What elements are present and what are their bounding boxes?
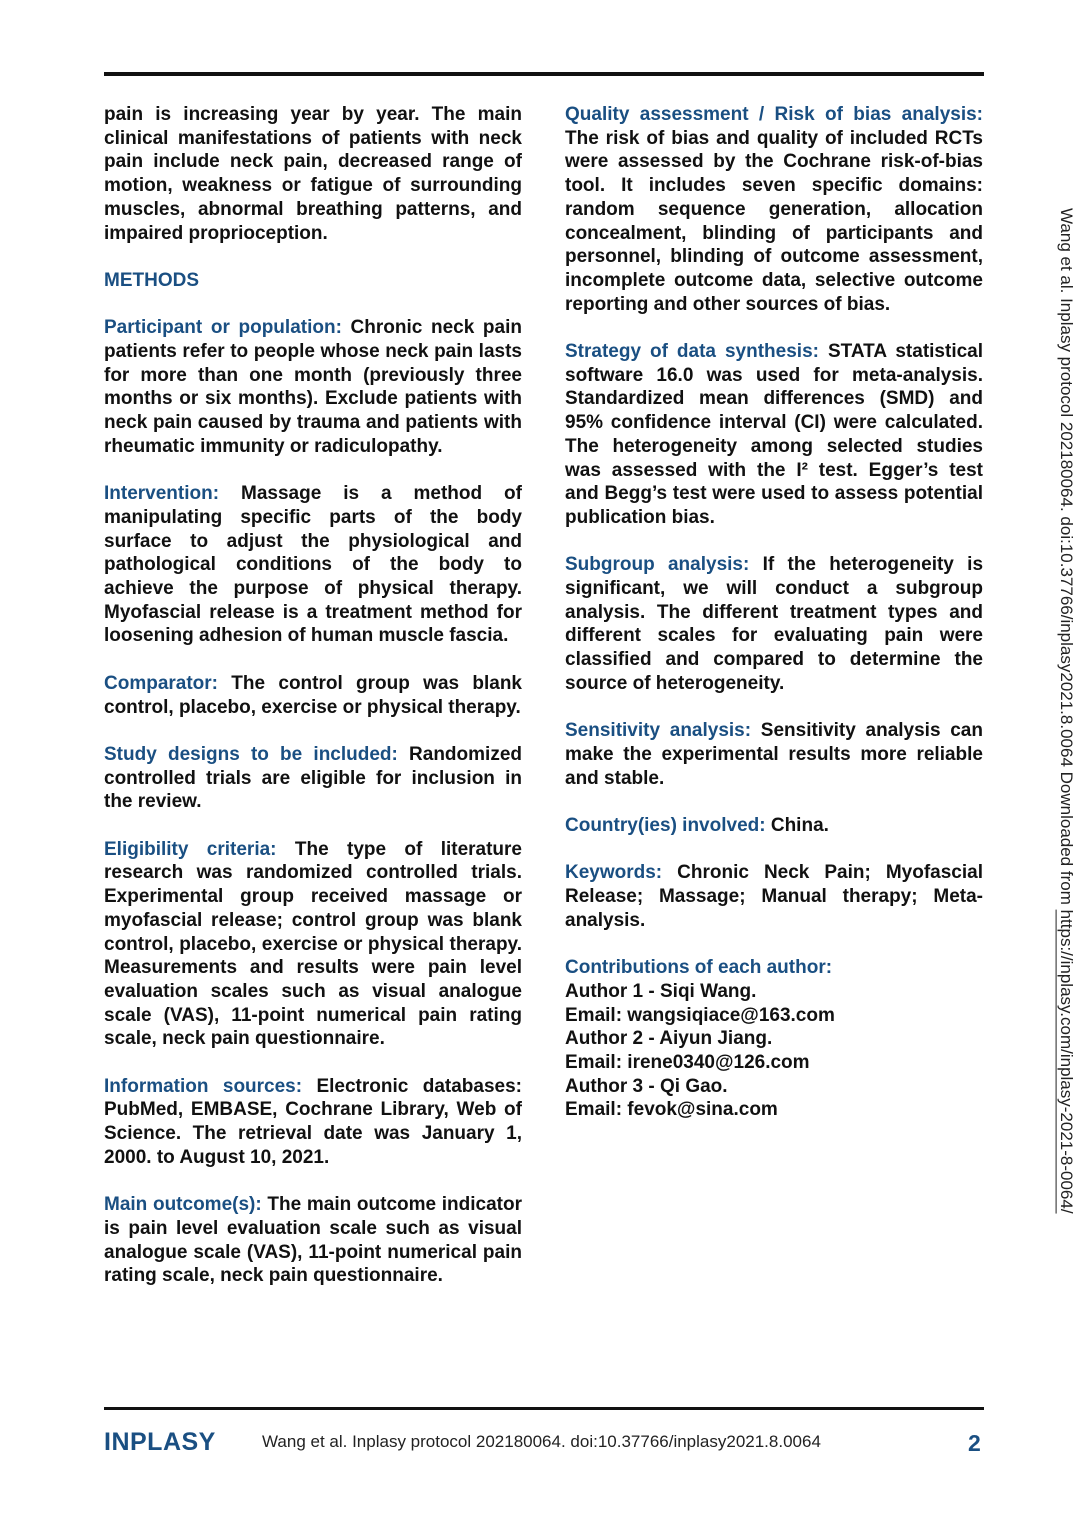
section-label: Intervention: (104, 483, 220, 505)
section-sensitivity-analysis (565, 719, 983, 790)
section-text: STATA statistical software 16.0 was used for meta-analysis. Standardized mean differences (SMD) and 95% confidence interval (CI) were calculated. The heterogeneity among selected studies was assessed with the I² test. Egger’s test and Begg’s test were used to assess potential publication bias. (565, 341, 984, 528)
section-text: Massage is a method of manipulating specific parts of the body surface to adjust the physiological and pathological conditions of the body to achieve the purpose of physical therapy. Myofascial release is a treatment method for loosening adhesion of human muscle fascia. (104, 483, 522, 647)
section-data-synthesis (565, 340, 983, 530)
section-text: Sensitivity analysis can make the experimental results more reliable and stable. (565, 720, 983, 789)
section-text: Randomized controlled trials are eligible for inclusion in the review. (104, 743, 522, 813)
section-text: China. (765, 815, 829, 837)
section-text: If the heterogeneity is significant, we will conduct a subgroup analysis. The different treatment types and different scales for evaluating pain were classified and compared to determine the source of heterogeneity. (565, 554, 984, 694)
section-label: Study designs to be included: (104, 743, 398, 765)
intro-continuation: pain is increasing year by year. The main clinical manifestations of patients with neck pain include neck pain, decreased range of motion, weakness or fatigue of surrounding muscles, abnormal breathing patterns, and impaired proprioception. (104, 104, 522, 244)
section-label: Eligibility criteria: (104, 838, 277, 860)
section-intervention (104, 482, 522, 648)
section-text: Electronic databases: PubMed, EMBASE, Cochrane Library, Web of Science. The retrieval date was January 1, 2000. to August 10, 2021. (104, 1075, 522, 1168)
author-email: Email: fevok@sina.com (565, 1099, 778, 1121)
section-main-outcomes (104, 1193, 522, 1288)
side-download-note (1056, 208, 1076, 1214)
section-text: The main outcome indicator is pain level evaluation scale such as visual analogue scale (VAS), 11-point numerical pain rating scale, neck pain questionnaire. (104, 1194, 522, 1287)
methods-heading: METHODS (104, 269, 199, 291)
section-label: Comparator: (104, 672, 219, 694)
section-comparator (104, 672, 522, 719)
page-number: 2 (968, 1430, 981, 1456)
author-email: Email: wangsiqiace@163.com (565, 1004, 835, 1026)
footer-brand-logo: INPLASY (104, 1428, 216, 1456)
section-eligibility (104, 838, 522, 1051)
section-text: The type of literature research was randomized controlled trials. Experimental group received massage or myofascial release; control group was blank control, placebo, exercise or physical therapy. Measurements and results were pain level evaluation scales such as visual analogue scale (VAS), 11-point numerical pain rating scale, neck pain questionnaire. (104, 838, 523, 1050)
section-label: Country(ies) involved: (565, 815, 766, 837)
side-note-link[interactable]: https://inplasy.com/inplasy-2021-8-0064/ (1057, 909, 1076, 1214)
footer-rule (104, 1407, 984, 1410)
author-line: Author 1 - Siqi Wang. (565, 980, 757, 1002)
footer-citation: Wang et al. Inplasy protocol 202180064. doi:10.37766/inplasy2021.8.0064 (262, 1432, 821, 1451)
section-label: Main outcome(s): (104, 1194, 262, 1216)
section-countries (565, 814, 983, 838)
right-column (565, 103, 983, 1146)
section-participants (104, 316, 522, 458)
contributions-label: Contributions of each author: (565, 957, 833, 979)
section-text: Chronic Neck Pain; Myofascial Release; Massage; Manual therapy; Meta-analysis. (565, 862, 983, 931)
section-keywords (565, 861, 983, 932)
side-note-text: Wang et al. Inplasy protocol 202180064. doi:10.37766/inplasy2021.8.0064 Downloaded from (1057, 208, 1076, 910)
section-text: The control group was blank control, placebo, exercise or physical therapy. (104, 672, 522, 718)
section-label: Participant or population: (104, 317, 342, 339)
header-rule (104, 72, 984, 76)
author-line: Author 2 - Aiyun Jiang. (565, 1028, 773, 1050)
section-label: Strategy of data synthesis: (565, 341, 819, 363)
author-line: Author 3 - Qi Gao. (565, 1075, 728, 1097)
section-label: Quality assessment / Risk of bias analysis: (565, 104, 983, 125)
section-label: Sensitivity analysis: (565, 720, 752, 742)
section-contributions (565, 956, 983, 1122)
section-information-sources (104, 1075, 522, 1170)
section-subgroup-analysis (565, 553, 983, 695)
section-label: Keywords: (565, 862, 663, 884)
section-label: Information sources: (104, 1075, 303, 1097)
left-column (104, 103, 522, 1312)
section-text: Chronic neck pain patients refer to people whose neck pain lasts for more than one month (previously three months or six months). Exclude patients with neck pain caused by trauma and patients with rheumatic immunity or radiculopathy. (104, 317, 522, 457)
section-study-designs (104, 743, 522, 814)
section-quality-assessment (565, 103, 983, 316)
section-text: The risk of bias and quality of included RCTs were assessed by the Cochrane risk-of-bias tool. It includes seven specific domains: random sequence generation, allocation concealment, blinding of participants and personnel, blinding of outcome assessment, incomplete outcome data, selective outcome reporting and other sources of bias. (565, 127, 983, 315)
author-email: Email: irene0340@126.com (565, 1052, 810, 1074)
section-label: Subgroup analysis: (565, 554, 750, 576)
